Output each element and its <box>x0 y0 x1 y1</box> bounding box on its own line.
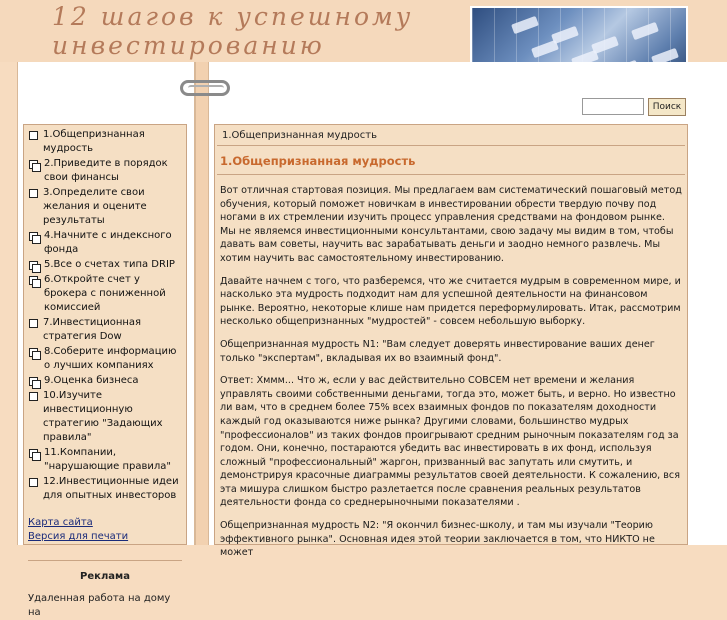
sidebar-item-11[interactable] <box>28 446 183 474</box>
sidebar-nav <box>23 124 187 618</box>
sidebar-item-label: 10.Изучите инвестиционную стратегию "Задающих правила" <box>43 390 163 443</box>
pages-icon <box>29 377 40 386</box>
sidebar-item-label: 8.Соберите информацию о лучших компаниях <box>44 346 177 371</box>
sidebar-item-3[interactable] <box>28 186 183 228</box>
sidebar-item-4[interactable] <box>28 229 183 257</box>
sidebar-item-label: 2.Приведите в порядок свои финансы <box>44 158 168 183</box>
pages-icon <box>29 261 40 270</box>
paragraph: Общепризнанная мудрость N1: "Вам следует доверять инвестирование ваших денег только "экспертам", вкладывая их во взаимный фонд". <box>220 338 655 364</box>
pages-icon <box>29 348 40 357</box>
sidebar-item-2[interactable] <box>28 157 183 185</box>
site-title-line2: инвестированию <box>52 31 325 60</box>
sidebar-item-12[interactable] <box>28 475 183 503</box>
sidebar-item-9[interactable] <box>28 374 183 388</box>
sidebar-item-5[interactable] <box>28 258 183 272</box>
page-icon <box>29 319 38 328</box>
paragraph: Вот отличная стартовая позиция. Мы предлагаем вам систематический пошаговый метод обучения, который поможет новичкам в инвестировании обрести твердую почву под ногами в их стремлении изучить процесс управления средствами на фондовом рынке. Мы не являемся инвестиционными консультантами, свою задачу мы видим в том, чтобы давать вам советы, научить вас зарабатывать деньги и заодно немного развлечь. Мы хотим научить вас самостоятельному инвестированию. <box>220 185 682 264</box>
page-icon <box>29 478 38 487</box>
sitemap-link[interactable]: Карта сайта <box>28 517 93 528</box>
sidebar-item-7[interactable] <box>28 316 183 344</box>
main-content <box>214 124 688 559</box>
print-version-link[interactable]: Версия для печати <box>28 531 129 542</box>
sidebar-item-1[interactable] <box>28 128 183 156</box>
ad-divider <box>28 560 182 561</box>
page-icon <box>29 189 38 198</box>
column-divider <box>195 62 208 545</box>
sidebar-item-10[interactable] <box>28 389 183 445</box>
sidebar-item-label: 12.Инвестиционные идеи для опытных инвесторов <box>43 476 179 501</box>
paragraph: Ответ: Хммм... Что ж, если у вас действительно СОВСЕМ нет времени и желания управлять своими собственными деньгами, тогда это, может быть, и верно. Но известно ли вам, что в среднем более 75% всех взаимных фондов по показателям доходности каждый год оказываются ниже рынка? Другими словами, большинство мудрых "профессионалов" из таких фондов проигрывают средним рыночным показателям год за годом. Они, конечно, постараются убедить вас инвестировать в их фонд, используя сложный "профессиональный" жаргон, призванный вас запутать или смутить, и демонстрируя красочные диаграммы результатов своей деятельности. К сожалению, вся эта мишура слишком быстро разлетается после сравнения реальных результатов деятельности фонда со среднерыночными показателями . <box>220 375 680 509</box>
sidebar-item-6[interactable] <box>28 273 183 315</box>
breadcrumb: 1.Общепризнанная мудрость <box>217 125 685 146</box>
sidebar-item-label: 6.Откройте счет у брокера с пониженной комиссией <box>44 274 166 313</box>
page-icon <box>29 392 38 401</box>
paperclip-inner-icon <box>188 85 224 91</box>
nav-list <box>24 125 186 503</box>
sidebar-item-label: 11.Компании, "нарушающие правила" <box>44 447 172 472</box>
sidebar-item-label: 4.Начните с индексного фонда <box>44 230 172 255</box>
page-icon <box>29 131 38 140</box>
header <box>0 0 727 62</box>
pages-icon <box>29 232 40 241</box>
paragraph: Давайте начнем с того, что разберемся, что же считается мудрым в современном мире, и насколько эта мудрость подходит нам для успешной деятельности на финансовом рынке. Вероятно, некоторые клише нам придется переформулировать. Итак, рассмотрим несколько общепризнанных "мудростей" - совсем небольшую выборку. <box>220 275 681 328</box>
search-input[interactable] <box>582 98 644 115</box>
ad-text[interactable]: Удаленная работа на дому на <box>28 593 171 618</box>
site-title-line1: 12 шагов к успешному <box>52 2 414 31</box>
nav-links <box>24 504 186 544</box>
sidebar-item-label: 7.Инвестиционная стратегия Dow <box>43 317 142 342</box>
ad-title: Реклама <box>80 571 130 582</box>
sidebar-item-8[interactable] <box>28 345 183 373</box>
paragraph: Общепризнанная мудрость N2: "Я окончил бизнес-школу, и там мы изучали "Теорию эффективного рынка". Основная идея этой теории заключается в том, что НИКТО не может <box>220 520 655 559</box>
pages-icon <box>29 276 40 285</box>
sidebar-item-label: 3.Определите свои желания и оцените результаты <box>43 187 147 226</box>
pages-icon <box>29 449 40 458</box>
pages-icon <box>29 160 40 169</box>
search-button[interactable]: Поиск <box>648 98 686 116</box>
site-title <box>52 2 413 60</box>
sidebar-item-label: 9.Оценка бизнеса <box>44 375 139 386</box>
page-title: 1.Общепризнанная мудрость <box>220 154 416 168</box>
sidebar-item-label: 1.Общепризнанная мудрость <box>43 129 145 154</box>
sidebar-item-label: 5.Все о счетах типа DRIP <box>44 259 175 270</box>
